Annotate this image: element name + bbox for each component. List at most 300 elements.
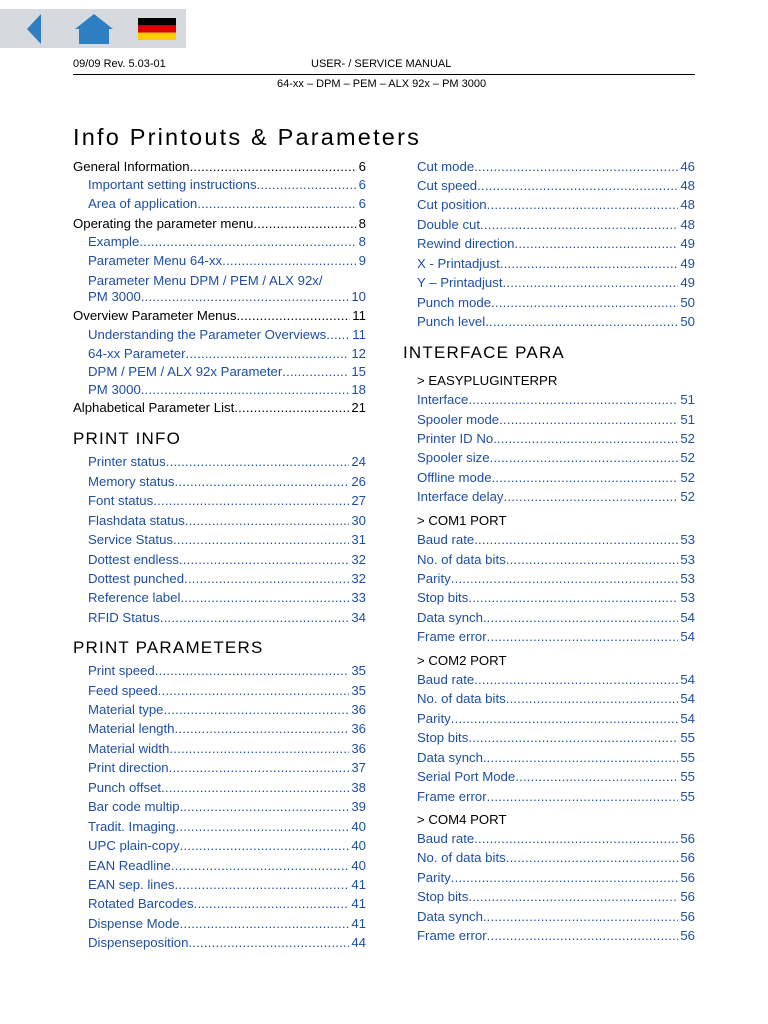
toc-entry[interactable] — [88, 532, 366, 548]
model-list: 64-xx – DPM – PEM – ALX 92x – PM 3000 — [277, 78, 487, 90]
toc-entry[interactable] — [88, 916, 366, 932]
toc-page-number: 55 — [680, 769, 695, 784]
toc-entry[interactable] — [417, 470, 695, 486]
toc-entry[interactable] — [417, 552, 695, 568]
toc-entry-label: Frame error — [417, 629, 487, 644]
toc-page-number: 52 — [680, 470, 695, 485]
toc-page-number: 24 — [351, 454, 366, 469]
dot-leader — [451, 870, 679, 886]
toc-page-number: 48 — [680, 197, 695, 212]
header-divider — [73, 74, 695, 75]
dot-leader — [506, 691, 679, 707]
toc-page-number: 21 — [351, 400, 366, 415]
toc-entry-label: Data synch. — [417, 750, 487, 765]
dot-leader — [173, 532, 349, 548]
dot-leader — [451, 571, 679, 587]
toc-entry-label: General Information — [73, 159, 190, 174]
toc-entry[interactable] — [417, 870, 695, 886]
toc-entry-label: No. of data bits — [417, 691, 506, 706]
dot-leader — [169, 741, 349, 757]
toc-page-number: 33 — [351, 590, 366, 605]
toc-entry-label: RFID Status — [88, 610, 160, 625]
toc-entry[interactable] — [417, 159, 695, 175]
toc-page-number: 30 — [351, 513, 366, 528]
dot-leader — [487, 909, 679, 925]
toc-entry-label: Punch mode — [417, 295, 492, 310]
toc-page-number: 52 — [680, 489, 695, 504]
dot-leader — [188, 935, 349, 951]
toc-page-number: 41 — [351, 877, 366, 892]
toc-page-number: 50 — [680, 295, 695, 310]
toc-entry[interactable] — [88, 196, 366, 212]
toc-entry-label: Baud rate — [417, 672, 475, 687]
toc-entry-label: Area of application — [88, 196, 198, 211]
dot-leader — [468, 889, 678, 905]
dot-leader — [234, 400, 349, 416]
toc-entry-label: Service Status — [88, 532, 174, 547]
toc-entry[interactable] — [417, 431, 695, 447]
toc-entry-label: Printer status — [88, 454, 166, 469]
toc-page-number: 36 — [351, 721, 366, 736]
toc-page-number: 15 — [351, 364, 366, 379]
dot-leader — [141, 289, 350, 305]
subsection-heading: > COM4 PORT — [417, 812, 507, 827]
toc-page-number: 56 — [680, 909, 695, 924]
toc-page-number: 55 — [680, 750, 695, 765]
toc-page-number: 52 — [680, 450, 695, 465]
toc-page-number: 50 — [680, 314, 695, 329]
dot-leader — [468, 590, 678, 606]
toc-entry-label: Baud rate — [417, 831, 475, 846]
toc-entry[interactable] — [88, 382, 366, 398]
dot-leader — [197, 196, 356, 212]
toc-page-number: 41 — [351, 896, 366, 911]
dot-leader — [253, 216, 356, 232]
toc-entry[interactable] — [417, 909, 695, 925]
toc-page-number: 52 — [680, 431, 695, 446]
toc-page-number: 40 — [351, 838, 366, 853]
section-heading: INTERFACE PARA — [403, 343, 565, 362]
toc-entry[interactable] — [417, 532, 695, 548]
dot-leader — [490, 450, 679, 466]
dot-leader — [169, 760, 350, 776]
toc-entry-label: Print speed — [88, 663, 155, 678]
toc-entry[interactable] — [88, 289, 366, 305]
toc-page-number: 55 — [680, 789, 695, 804]
toc-entry[interactable] — [88, 702, 366, 718]
toc-entry[interactable] — [417, 889, 695, 905]
toc-entry[interactable] — [417, 197, 695, 213]
dot-leader — [194, 896, 350, 912]
dot-leader — [179, 552, 349, 568]
toc-page-number: 32 — [351, 571, 366, 586]
dot-leader — [180, 838, 350, 854]
dot-leader — [474, 159, 678, 175]
toc-entry[interactable] — [417, 769, 695, 785]
toc-page-number: 56 — [680, 889, 695, 904]
dot-leader — [474, 532, 678, 548]
dot-leader — [175, 819, 349, 835]
subsection-heading: > EASYPLUGINTERPR — [417, 373, 558, 388]
dot-leader — [504, 489, 679, 505]
toc-entry[interactable] — [417, 610, 695, 626]
toc-entry[interactable] — [88, 552, 366, 568]
toc-entry[interactable] — [88, 741, 366, 757]
toc-entry-label: PM 3000 — [88, 289, 141, 304]
toc-entry[interactable] — [88, 819, 366, 835]
toc-page-number: 11 — [352, 327, 366, 342]
dot-leader — [185, 346, 349, 362]
toc-entry-label: PM 3000 — [88, 382, 141, 397]
dot-leader — [161, 780, 349, 796]
toc-entry-label: Material type — [88, 702, 164, 717]
dot-leader — [174, 474, 349, 490]
toc-entry[interactable] — [88, 663, 366, 679]
toc-entry[interactable] — [417, 275, 695, 291]
home-button[interactable] — [72, 9, 116, 48]
toc-entry[interactable] — [88, 858, 366, 874]
dot-leader — [474, 831, 678, 847]
toc-entry[interactable] — [88, 474, 366, 490]
toc-entry-label: Bar code multip. — [88, 799, 184, 814]
toc-page-number: 53 — [680, 590, 695, 605]
toc-entry-label: Parity — [417, 870, 451, 885]
toc-page-number: 51 — [680, 392, 695, 407]
toc-page-number: 49 — [680, 236, 695, 251]
toc-entry[interactable] — [88, 760, 366, 776]
dot-leader — [166, 454, 350, 470]
toc-entry[interactable] — [88, 896, 366, 912]
toc-entry[interactable] — [88, 780, 366, 796]
toc-page-number: 44 — [351, 935, 366, 950]
toc-entry-label: Frame error — [417, 928, 487, 943]
dot-leader — [492, 470, 679, 486]
toc-page-number: 56 — [680, 831, 695, 846]
dot-leader — [222, 253, 357, 269]
toc-page-number: 32 — [351, 552, 366, 567]
section-heading: PRINT INFO — [73, 429, 182, 448]
toc-entry-label: Dottest punched — [88, 571, 185, 586]
back-arrow-icon — [25, 14, 47, 44]
toc-entry[interactable] — [88, 571, 366, 587]
toc-page-number: 36 — [351, 702, 366, 717]
toc-page-number: 40 — [351, 819, 366, 834]
dot-leader — [171, 858, 349, 874]
toc-entry-label: Parameter Menu 64-xx — [88, 253, 223, 268]
toc-entry-label: Cut position — [417, 197, 487, 212]
toc-page-number: 51 — [680, 412, 695, 427]
toc-entry-label: Serial Port Mode — [417, 769, 516, 784]
toc-page-number: 54 — [680, 610, 695, 625]
toc-page-number: 53 — [680, 571, 695, 586]
toc-entry-label: Offline mode — [417, 470, 492, 485]
toc-page-number: 35 — [351, 683, 366, 698]
toc-page-number: 10 — [351, 289, 366, 304]
dot-leader — [491, 295, 678, 311]
dot-leader — [326, 327, 350, 343]
toc-entry[interactable] — [88, 590, 366, 606]
toc-entry-label: Feed speed — [88, 683, 158, 698]
dot-leader — [474, 672, 678, 688]
toc-page-number: 40 — [351, 858, 366, 873]
toc-page-number: 53 — [680, 532, 695, 547]
toc-page-number: 41 — [351, 916, 366, 931]
section-heading: PRINT PARAMETERS — [73, 638, 264, 657]
toc-entry[interactable] — [417, 928, 695, 944]
manual-title: USER- / SERVICE MANUAL — [311, 58, 452, 70]
toc-entry[interactable] — [88, 177, 366, 193]
dot-leader — [155, 663, 350, 679]
toc-page-number: 54 — [680, 629, 695, 644]
dot-leader — [468, 730, 678, 746]
toc-page-number: 46 — [680, 159, 695, 174]
toc-entry-label: Parity — [417, 571, 451, 586]
dot-leader — [160, 610, 350, 626]
toc-page-number: 8 — [358, 216, 366, 231]
page-title: Info Printouts & Parameters — [73, 124, 422, 150]
toc-page-number: 55 — [680, 730, 695, 745]
toc-page-number: 11 — [352, 308, 366, 323]
toc-entry[interactable] — [417, 850, 695, 866]
dot-leader — [487, 197, 679, 213]
back-button[interactable] — [20, 9, 52, 48]
toc-chapter-entry[interactable] — [73, 400, 366, 416]
dot-leader — [180, 916, 350, 932]
toc-page-number: 56 — [680, 870, 695, 885]
toc-entry[interactable] — [417, 256, 695, 272]
dot-leader — [282, 364, 349, 380]
toc-page-number: 35 — [351, 663, 366, 678]
toc-entry[interactable] — [417, 672, 695, 688]
toc-entry[interactable] — [88, 454, 366, 470]
toc-page-number: 6 — [358, 177, 366, 192]
toc-entry[interactable] — [88, 799, 366, 815]
toc-entry-label: Print direction — [88, 760, 169, 775]
toc-entry-label: Cut mode — [417, 159, 475, 174]
dot-leader — [164, 702, 350, 718]
toc-entry-label: Tradit. Imaging — [88, 819, 176, 834]
toc-chapter-entry[interactable] — [73, 216, 366, 232]
toc-entry[interactable] — [417, 590, 695, 606]
dot-leader — [515, 769, 678, 785]
toc-page-number: 56 — [680, 850, 695, 865]
toc-chapter-entry[interactable] — [73, 308, 366, 324]
toc-page-number: 37 — [351, 760, 366, 775]
toc-entry-label: Double cut — [417, 217, 481, 232]
toc-page-number: 27 — [351, 493, 366, 508]
toc-page-number: 56 — [680, 928, 695, 943]
dot-leader — [236, 308, 350, 324]
dot-leader — [175, 877, 350, 893]
dot-leader — [477, 178, 678, 194]
toc-entry-label: Flashdata status — [88, 513, 185, 528]
revision-text: 09/09 Rev. 5.03-01 — [73, 58, 166, 70]
toc-entry-label: Printer ID No. — [417, 431, 497, 446]
toc-page-number: 12 — [351, 346, 366, 361]
toc-entry-label: UPC plain-copy — [88, 838, 180, 853]
toc-entry[interactable] — [417, 295, 695, 311]
toc-page-number: 53 — [680, 552, 695, 567]
dot-leader — [480, 217, 678, 233]
dot-leader — [503, 275, 679, 291]
dot-leader — [487, 610, 679, 626]
dot-leader — [487, 789, 679, 805]
toc-entry-label: 64-xx Parameter — [88, 346, 186, 361]
toc-entry-label: Interface — [417, 392, 469, 407]
toc-entry-label: Operating the parameter menu — [73, 216, 254, 231]
toc-entry-label: Dispense Mode — [88, 916, 180, 931]
subsection-heading: > COM1 PORT — [417, 513, 507, 528]
toc-entry[interactable] — [88, 610, 366, 626]
toc-entry[interactable] — [88, 721, 366, 737]
dot-leader — [139, 234, 356, 250]
toc-entry[interactable] — [417, 489, 695, 505]
toc-entry[interactable] — [417, 571, 695, 587]
toc-entry[interactable] — [417, 750, 695, 766]
toc-page-number: 48 — [680, 217, 695, 232]
toc-entry-label: Dottest endless — [88, 552, 179, 567]
navigation-bar — [0, 9, 186, 48]
toc-entry-label: No. of data bits — [417, 552, 506, 567]
toc-entry[interactable] — [417, 629, 695, 645]
toc-page-number: 6 — [358, 196, 366, 211]
toc-entry[interactable] — [88, 327, 366, 343]
toc-entry-label: Y – Printadjust — [417, 275, 503, 290]
toc-entry-label: Important setting instructions — [88, 177, 257, 192]
toc-entry-label: Alphabetical Parameter List — [73, 400, 235, 415]
dot-leader — [257, 177, 357, 193]
toc-entry-label: Spooler size — [417, 450, 490, 465]
toc-page-number: 34 — [351, 610, 366, 625]
dot-leader — [190, 159, 357, 175]
toc-entry-label: X - Printadjust — [417, 256, 500, 271]
toc-entry[interactable] — [417, 217, 695, 233]
toc-entry-label: Dispenseposition — [88, 935, 189, 950]
toc-entry[interactable] — [417, 730, 695, 746]
toc-page-number: 54 — [680, 691, 695, 706]
toc-entry-label: Spooler mode — [417, 412, 500, 427]
toc-entry-label: Understanding the Parameter Overviews — [88, 327, 327, 342]
dot-leader — [487, 750, 679, 766]
dot-leader — [487, 928, 679, 944]
toc-page-number: 31 — [351, 532, 366, 547]
subsection-heading: > COM2 PORT — [417, 653, 507, 668]
toc-entry-label: Stop bits — [417, 730, 469, 745]
toc-entry-label: Stop bits — [417, 889, 469, 904]
dot-leader — [487, 629, 679, 645]
dot-leader — [153, 493, 349, 509]
dot-leader — [185, 513, 350, 529]
toc-page-number: 8 — [358, 234, 366, 249]
toc-entry[interactable] — [417, 236, 695, 252]
dot-leader — [506, 850, 679, 866]
toc-entry-label: No. of data bits — [417, 850, 506, 865]
toc-entry[interactable] — [417, 412, 695, 428]
toc-entry[interactable] — [417, 831, 695, 847]
toc-entry[interactable] — [88, 877, 366, 893]
toc-page-number: 39 — [351, 799, 366, 814]
toc-entry[interactable] — [88, 234, 366, 250]
toc-entry-label: Reference label — [88, 590, 181, 605]
dot-leader — [451, 711, 679, 727]
language-button[interactable] — [135, 9, 179, 48]
toc-entry-label: Memory status — [88, 474, 175, 489]
toc-page-number: 49 — [680, 256, 695, 271]
german-flag-icon — [138, 18, 176, 40]
toc-page-number: 9 — [358, 253, 366, 268]
dot-leader — [499, 412, 678, 428]
toc-entry-text[interactable]: Parameter Menu DPM / PEM / ALX 92x/ — [88, 273, 323, 288]
toc-entry-label: Material length — [88, 721, 175, 736]
dot-leader — [175, 721, 350, 737]
toc-entry[interactable] — [88, 493, 366, 509]
toc-entry-label: Overview Parameter Menus — [73, 308, 237, 323]
toc-chapter-entry[interactable] — [73, 159, 366, 175]
toc-entry[interactable] — [417, 314, 695, 330]
toc-page-number: 54 — [680, 672, 695, 687]
toc-entry-label: Material width — [88, 741, 170, 756]
toc-entry-label: EAN Readline — [88, 858, 171, 873]
toc-entry[interactable] — [88, 253, 366, 269]
dot-leader — [500, 256, 679, 272]
toc-entry[interactable] — [88, 935, 366, 951]
toc-entry-label: Parity — [417, 711, 451, 726]
toc-entry-label: Baud rate — [417, 532, 475, 547]
home-icon — [74, 13, 114, 45]
toc-entry-label: Rewind direction — [417, 236, 515, 251]
dot-leader — [180, 590, 349, 606]
toc-entry[interactable] — [417, 711, 695, 727]
dot-leader — [184, 571, 349, 587]
toc-entry-label: Rotated Barcodes — [88, 896, 194, 911]
toc-page-number: 6 — [358, 159, 366, 174]
toc-entry[interactable] — [417, 789, 695, 805]
toc-entry[interactable] — [417, 450, 695, 466]
toc-page-number: 18 — [351, 382, 366, 397]
toc-entry[interactable] — [88, 513, 366, 529]
toc-entry-label: Stop bits — [417, 590, 469, 605]
toc-entry-label: Data synch. — [417, 610, 487, 625]
toc-entry[interactable] — [88, 838, 366, 854]
dot-leader — [158, 683, 350, 699]
dot-leader — [468, 392, 678, 408]
toc-page-number: 26 — [351, 474, 366, 489]
toc-entry-label: Cut speed — [417, 178, 478, 193]
toc-entry-label: Interface delay — [417, 489, 504, 504]
toc-entry-label: Punch level — [417, 314, 486, 329]
toc-entry[interactable] — [88, 364, 366, 380]
toc-entry-label: Font status — [88, 493, 154, 508]
toc-entry[interactable] — [88, 346, 366, 362]
toc-entry[interactable] — [417, 691, 695, 707]
dot-leader — [515, 236, 679, 252]
toc-entry-label: Data synch. — [417, 909, 487, 924]
toc-entry-label: Punch offset — [88, 780, 162, 795]
toc-entry[interactable] — [88, 683, 366, 699]
dot-leader — [506, 552, 679, 568]
dot-leader — [497, 431, 678, 447]
toc-entry-label: Frame error — [417, 789, 487, 804]
dot-leader — [183, 799, 349, 815]
toc-entry[interactable] — [417, 392, 695, 408]
toc-entry[interactable] — [417, 178, 695, 194]
toc-page-number: 54 — [680, 711, 695, 726]
toc-page-number: 49 — [680, 275, 695, 290]
toc-entry-label: DPM / PEM / ALX 92x Parameter — [88, 364, 283, 379]
toc-page-number: 48 — [680, 178, 695, 193]
dot-leader — [485, 314, 678, 330]
toc-entry-label: EAN sep. lines — [88, 877, 175, 892]
